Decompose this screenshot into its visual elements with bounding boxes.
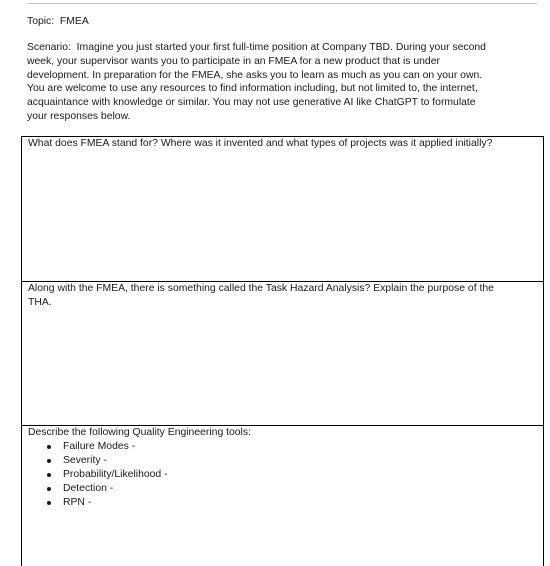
list-item — [28, 454, 537, 468]
bullet-icon — [47, 487, 51, 491]
tool-label: Detection - — [63, 482, 114, 494]
list-item — [28, 468, 537, 482]
bullet-icon — [47, 459, 51, 463]
bullet-icon — [47, 501, 51, 505]
scenario-paragraph: Scenario: Imagine you just started your first full-time position at Company TBD. During your second week, your supervisor wants you to participate in an FMEA for a new product that is under development. In preparation for the FMEA, she asks you to learn as much as you can on your own. You are welcome to use any resources to find information including, but not limited to, the internet, acquaintance with knowledge or similar. You may not use generative AI like ChatGPT to formulate your responses below. — [27, 42, 486, 122]
tool-label: Failure Modes - — [63, 440, 136, 452]
tool-label: RPN - — [63, 496, 92, 508]
question-cell-fmea[interactable] — [22, 137, 543, 282]
list-item — [28, 496, 537, 510]
questions-table — [21, 136, 544, 566]
question-fmea-text: What does FMEA stand for? Where was it invented and what types of projects was it applied initially? — [28, 138, 493, 149]
question-tools-text: Describe the following Quality Engineering tools: — [28, 427, 251, 438]
header-rule — [27, 3, 537, 4]
question-tha-text: Along with the FMEA, there is something called the Task Hazard Analysis? Explain the purpose of the THA. — [28, 283, 494, 308]
topic-line: Topic: FMEA — [27, 16, 89, 27]
tool-label: Severity - — [63, 454, 107, 466]
list-item — [28, 440, 537, 454]
tools-list — [28, 440, 537, 510]
list-item — [28, 482, 537, 496]
question-cell-tools[interactable] — [22, 426, 543, 566]
bullet-icon — [47, 473, 51, 477]
tool-label: Probability/Likelihood - — [63, 468, 168, 480]
bullet-icon — [47, 445, 51, 449]
question-cell-tha[interactable] — [22, 282, 543, 426]
